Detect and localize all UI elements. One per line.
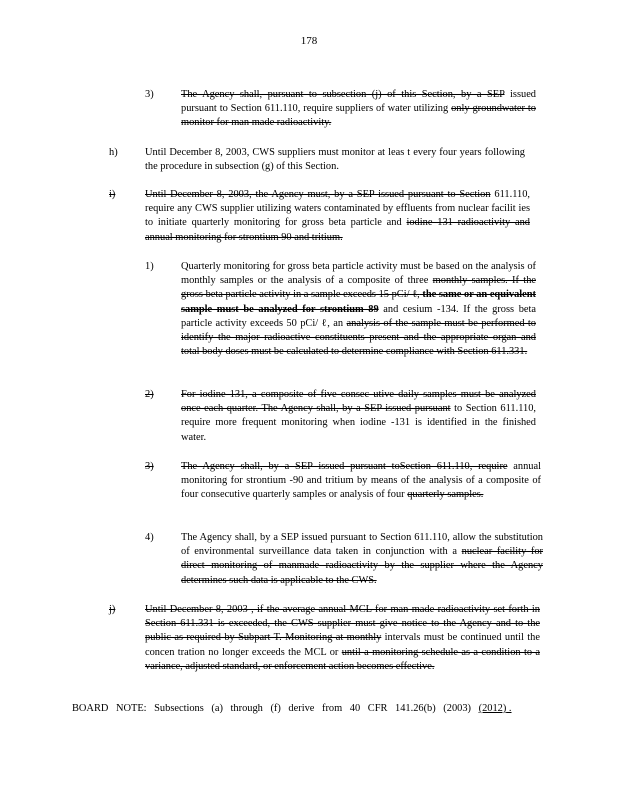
item-label: 3) bbox=[145, 89, 154, 100]
struck-text: monthly samples. If the gross beta particle activity in a sample exceeds 15 pCi/ ℓ, bbox=[181, 275, 536, 301]
board-note-text: BOARD NOTE: Subsections (a) through (f) derive from 40 CFR 141.26(b) (2003) bbox=[72, 703, 479, 714]
item-label: i) bbox=[109, 189, 116, 200]
item-text bbox=[145, 188, 530, 245]
retained-text: intervals must be continued until the concen tration no longer exceeds the MCL or bbox=[145, 632, 540, 658]
retained-text: issued pursuant to Section 611.110, require suppliers of water utilizing bbox=[181, 89, 537, 115]
item-label: 4) bbox=[145, 532, 154, 543]
retained-text: The Agency shall, by a SEP issued pursuant to Section 611.110, allow the substitution of environmental surveillance data taken in conjunction with a bbox=[181, 532, 543, 558]
item-text bbox=[181, 460, 541, 503]
struck-text: Until December 8, 2003, the Agency must, by a SEP issued pursuant to Section bbox=[145, 189, 491, 200]
struck-text: the same or an equivalent sample must be analyzed for strontium 89 bbox=[181, 289, 537, 315]
item-text bbox=[181, 531, 543, 588]
item-label: 1) bbox=[145, 261, 154, 272]
retained-text: Until December 8, 2003, CWS suppliers must monitor at leas t every four years following the procedure in subsection (g) of this Section. bbox=[145, 147, 525, 173]
item-text bbox=[181, 88, 536, 131]
item-label: 3) bbox=[145, 461, 154, 472]
struck-text: The Agency shall, by a SEP issued pursuant toSection 611.110, require bbox=[181, 461, 508, 472]
item-text bbox=[145, 603, 540, 674]
page-number: 178 bbox=[300, 35, 318, 47]
retained-text: to Section 611.110, require more frequent monitoring when iodine -131 is identified in the finished water. bbox=[181, 403, 537, 443]
struck-text: only groundwater to monitor for man made radioactivity. bbox=[181, 103, 536, 129]
struck-text: quarterly samples. bbox=[407, 489, 484, 501]
struck-text: The Agency shall, pursuant to subsection (j) of this Section, by a SEP bbox=[181, 89, 505, 100]
struck-text: until a monitoring schedule as a condition to a variance, adjusted standard, or enforcement action becomes effective. bbox=[145, 646, 540, 672]
struck-text: For iodine 131, a composite of five consec utive daily samples must be analyzed once each quarter. The Agency shall, by a SEP issued pursuant bbox=[181, 389, 536, 415]
struck-text: nuclear facility for direct monitoring of manmade radioactivity by the supplier where the Agency determines such data is applicable to the CWS. bbox=[181, 546, 544, 586]
item-text bbox=[181, 388, 536, 445]
board-note bbox=[72, 702, 552, 716]
board-note-added-year: (2012) bbox=[478, 703, 507, 714]
item-label: 2) bbox=[145, 389, 154, 400]
struck-text: Until December 8, 2003 , if the average annual MCL for man made radioactivity set forth in Section 611.331 is exceeded, the CWS supplier must give notice to the Agency and to the public as required by Subpart T. Monitoring at monthly bbox=[145, 604, 540, 644]
retained-text: Quarterly monitoring for gross beta particle activity must be based on the analysis of monthly samples or the analysis of a composite of three bbox=[181, 261, 536, 287]
struck-text: analysis of the sample must be performed to identify the major radioactive constituents present and the appropriate organ and total body doses must be calculated to determine compliance with Section 611.331. bbox=[181, 317, 536, 358]
retained-text: 611.110, require any CWS supplier utilizing waters contaminated by effluents from nuclear facilit ies to initiate quarterly monitoring for gross beta particle and bbox=[145, 189, 530, 229]
retained-text: and cesium -134. If the gross beta particle activity exceeds 50 pCi/ ℓ, an bbox=[181, 303, 536, 329]
retained-text: annual monitoring for strontium -90 and tritium by means of the analysis of a composite of four consecutive quarterly samples or analysis of four bbox=[181, 461, 541, 501]
board-note-end: . bbox=[506, 703, 512, 714]
item-label: j) bbox=[109, 604, 116, 615]
item-text bbox=[145, 146, 525, 174]
item-label: h) bbox=[109, 147, 118, 158]
struck-text: iodine 131 radioactivity and annual monitoring for strontium 90 and tritium. bbox=[145, 217, 530, 243]
item-text bbox=[181, 260, 536, 359]
